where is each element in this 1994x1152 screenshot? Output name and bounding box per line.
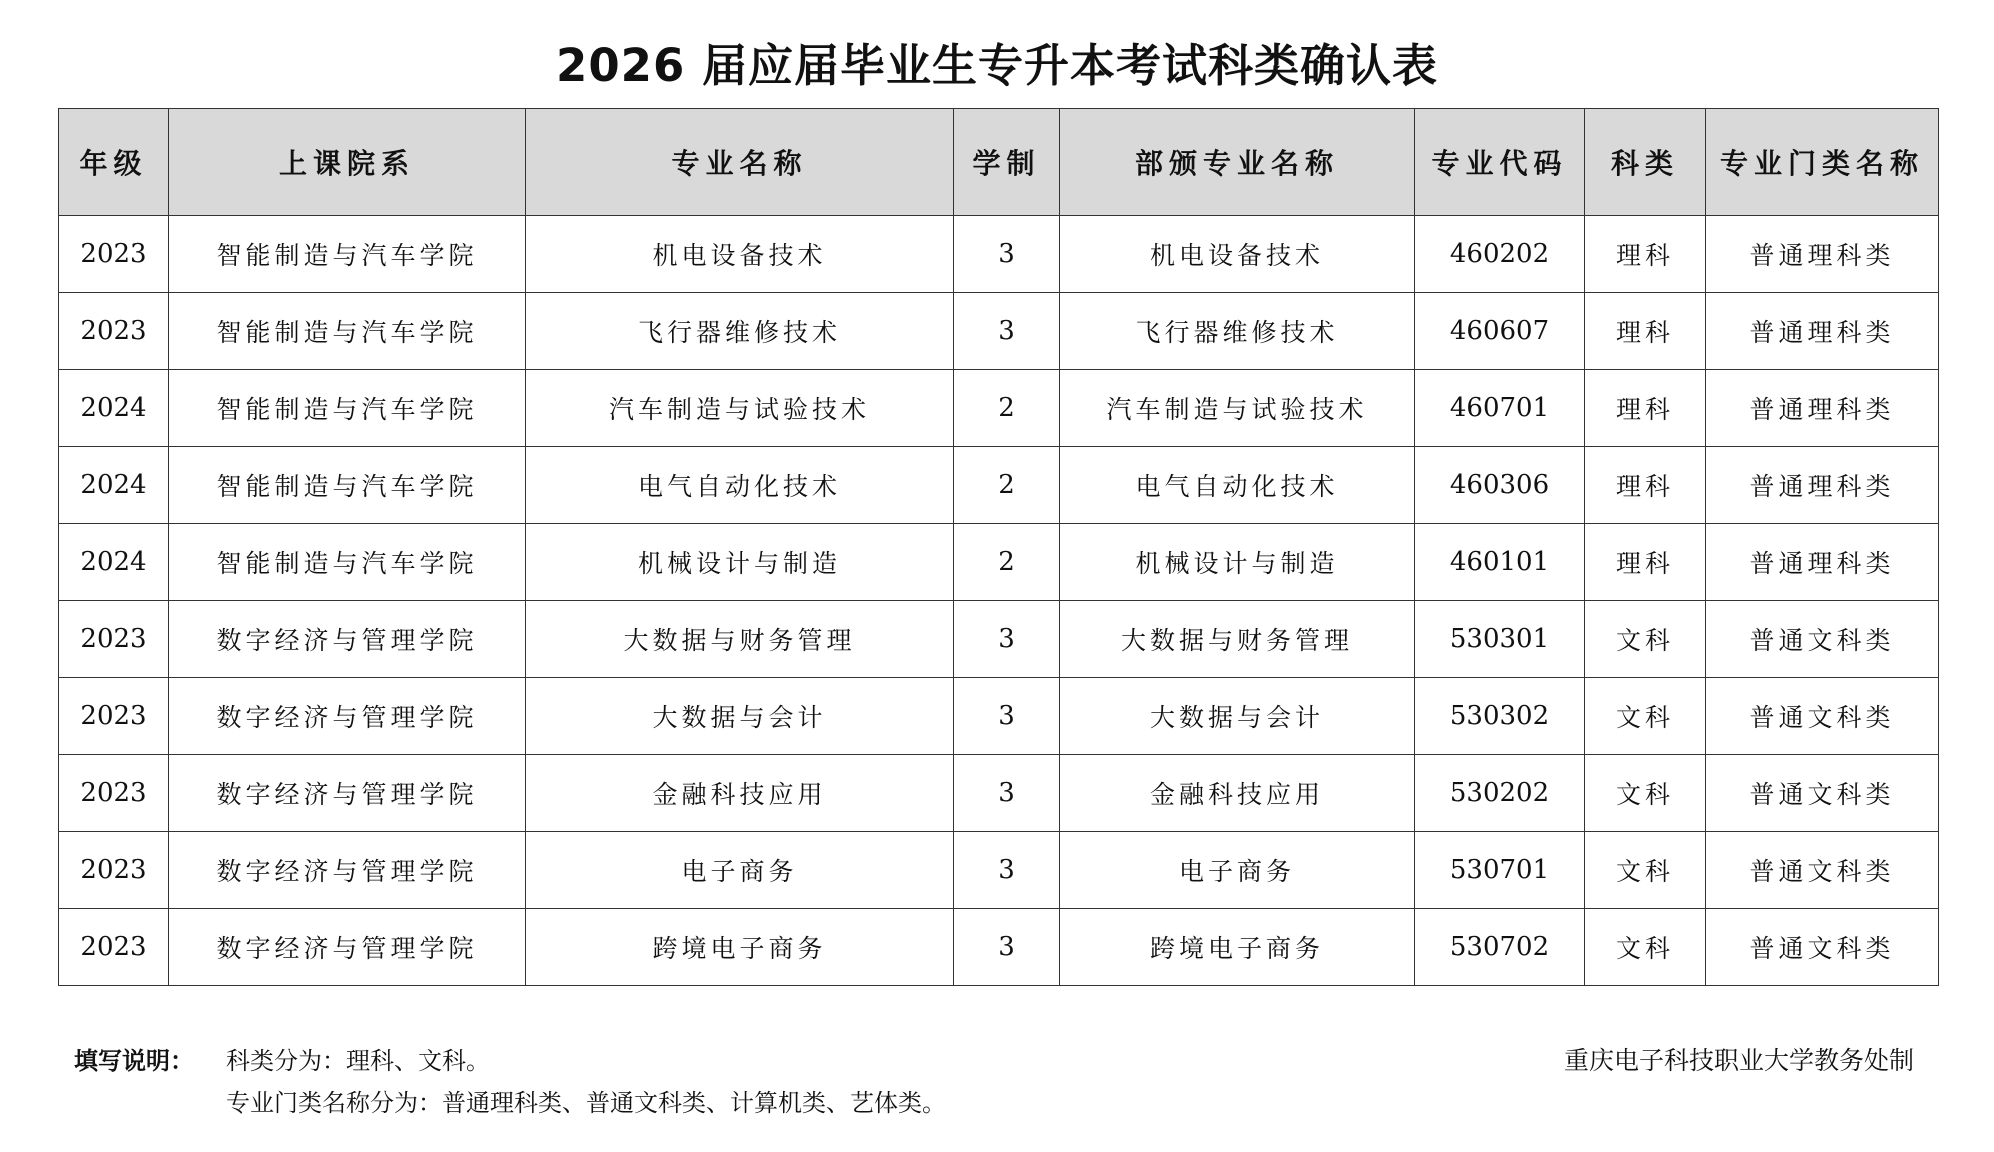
cell-major-code: 530301 [1415, 601, 1585, 678]
cell-department: 数字经济与管理学院 [169, 909, 526, 986]
cell-major-code: 460701 [1415, 370, 1585, 447]
cell-department: 智能制造与汽车学院 [169, 447, 526, 524]
table-row [59, 601, 1939, 678]
instructions-text-1: 科类分为：理科、文科。 [226, 1047, 490, 1075]
cell-grade: 2023 [59, 678, 169, 755]
header-major-name: 专业名称 [526, 109, 954, 216]
cell-subject-category: 文科 [1585, 832, 1706, 909]
cell-department: 智能制造与汽车学院 [169, 524, 526, 601]
cell-official-major-name: 飞行器维修技术 [1060, 293, 1415, 370]
cell-discipline-name: 普通理科类 [1706, 524, 1939, 601]
cell-grade: 2023 [59, 909, 169, 986]
cell-discipline-name: 普通理科类 [1706, 216, 1939, 293]
table-header-row [59, 109, 1939, 216]
cell-discipline-name: 普通文科类 [1706, 755, 1939, 832]
cell-major-name: 大数据与会计 [526, 678, 954, 755]
cell-major-code: 530702 [1415, 909, 1585, 986]
cell-discipline-name: 普通理科类 [1706, 293, 1939, 370]
cell-official-major-name: 电子商务 [1060, 832, 1415, 909]
cell-major-name: 汽车制造与试验技术 [526, 370, 954, 447]
cell-official-major-name: 电气自动化技术 [1060, 447, 1415, 524]
cell-duration: 3 [954, 601, 1060, 678]
cell-department: 智能制造与汽车学院 [169, 216, 526, 293]
cell-official-major-name: 金融科技应用 [1060, 755, 1415, 832]
cell-duration: 3 [954, 216, 1060, 293]
cell-discipline-name: 普通文科类 [1706, 832, 1939, 909]
cell-major-code: 460306 [1415, 447, 1585, 524]
cell-subject-category: 文科 [1585, 601, 1706, 678]
cell-duration: 3 [954, 909, 1060, 986]
table-row [59, 909, 1939, 986]
cell-grade: 2023 [59, 601, 169, 678]
cell-duration: 3 [954, 678, 1060, 755]
cell-subject-category: 文科 [1585, 678, 1706, 755]
cell-major-name: 飞行器维修技术 [526, 293, 954, 370]
table-row [59, 678, 1939, 755]
table-row [59, 832, 1939, 909]
instructions-label: 填写说明： [74, 1047, 194, 1075]
table-row [59, 370, 1939, 447]
fill-instructions [74, 1040, 946, 1124]
cell-grade: 2024 [59, 370, 169, 447]
cell-duration: 3 [954, 293, 1060, 370]
cell-major-name: 电子商务 [526, 832, 954, 909]
cell-subject-category: 理科 [1585, 216, 1706, 293]
cell-department: 数字经济与管理学院 [169, 601, 526, 678]
cell-official-major-name: 大数据与财务管理 [1060, 601, 1415, 678]
cell-grade: 2024 [59, 447, 169, 524]
cell-duration: 3 [954, 755, 1060, 832]
confirmation-table [58, 108, 1939, 986]
header-discipline-name: 专业门类名称 [1706, 109, 1939, 216]
cell-discipline-name: 普通理科类 [1706, 447, 1939, 524]
table-row [59, 755, 1939, 832]
instructions-text-2: 专业门类名称分为：普通理科类、普通文科类、计算机类、艺体类。 [226, 1089, 946, 1117]
cell-official-major-name: 大数据与会计 [1060, 678, 1415, 755]
table-row [59, 216, 1939, 293]
cell-major-name: 机械设计与制造 [526, 524, 954, 601]
cell-subject-category: 理科 [1585, 370, 1706, 447]
cell-discipline-name: 普通理科类 [1706, 370, 1939, 447]
cell-subject-category: 理科 [1585, 524, 1706, 601]
cell-official-major-name: 机械设计与制造 [1060, 524, 1415, 601]
cell-discipline-name: 普通文科类 [1706, 678, 1939, 755]
cell-grade: 2023 [59, 216, 169, 293]
cell-department: 智能制造与汽车学院 [169, 370, 526, 447]
cell-major-name: 跨境电子商务 [526, 909, 954, 986]
cell-major-name: 电气自动化技术 [526, 447, 954, 524]
cell-major-name: 金融科技应用 [526, 755, 954, 832]
cell-official-major-name: 机电设备技术 [1060, 216, 1415, 293]
cell-discipline-name: 普通文科类 [1706, 909, 1939, 986]
cell-grade: 2024 [59, 524, 169, 601]
cell-official-major-name: 汽车制造与试验技术 [1060, 370, 1415, 447]
cell-major-code: 530701 [1415, 832, 1585, 909]
header-grade: 年级 [59, 109, 169, 216]
cell-major-code: 460607 [1415, 293, 1585, 370]
cell-major-code: 530202 [1415, 755, 1585, 832]
table-row [59, 447, 1939, 524]
header-subject-category: 科类 [1585, 109, 1706, 216]
cell-grade: 2023 [59, 755, 169, 832]
cell-department: 数字经济与管理学院 [169, 755, 526, 832]
cell-grade: 2023 [59, 832, 169, 909]
cell-duration: 2 [954, 447, 1060, 524]
cell-major-name: 大数据与财务管理 [526, 601, 954, 678]
cell-duration: 2 [954, 370, 1060, 447]
cell-department: 智能制造与汽车学院 [169, 293, 526, 370]
header-duration: 学制 [954, 109, 1060, 216]
table-row [59, 524, 1939, 601]
cell-major-name: 机电设备技术 [526, 216, 954, 293]
cell-subject-category: 文科 [1585, 755, 1706, 832]
cell-subject-category: 文科 [1585, 909, 1706, 986]
cell-subject-category: 理科 [1585, 447, 1706, 524]
page-title: 2026 届应届毕业生专升本考试科类确认表 [556, 39, 1438, 92]
issuer-text: 重庆电子科技职业大学教务处制 [1563, 1046, 1914, 1075]
header-major-code: 专业代码 [1415, 109, 1585, 216]
cell-major-code: 460101 [1415, 524, 1585, 601]
cell-subject-category: 理科 [1585, 293, 1706, 370]
cell-duration: 3 [954, 832, 1060, 909]
header-department: 上课院系 [169, 109, 526, 216]
table-row [59, 293, 1939, 370]
cell-discipline-name: 普通文科类 [1706, 601, 1939, 678]
cell-department: 数字经济与管理学院 [169, 678, 526, 755]
instructions-line-1 [74, 1040, 946, 1082]
cell-grade: 2023 [59, 293, 169, 370]
cell-major-code: 460202 [1415, 216, 1585, 293]
cell-major-code: 530302 [1415, 678, 1585, 755]
header-official-major-name: 部颁专业名称 [1060, 109, 1415, 216]
cell-duration: 2 [954, 524, 1060, 601]
cell-department: 数字经济与管理学院 [169, 832, 526, 909]
cell-official-major-name: 跨境电子商务 [1060, 909, 1415, 986]
